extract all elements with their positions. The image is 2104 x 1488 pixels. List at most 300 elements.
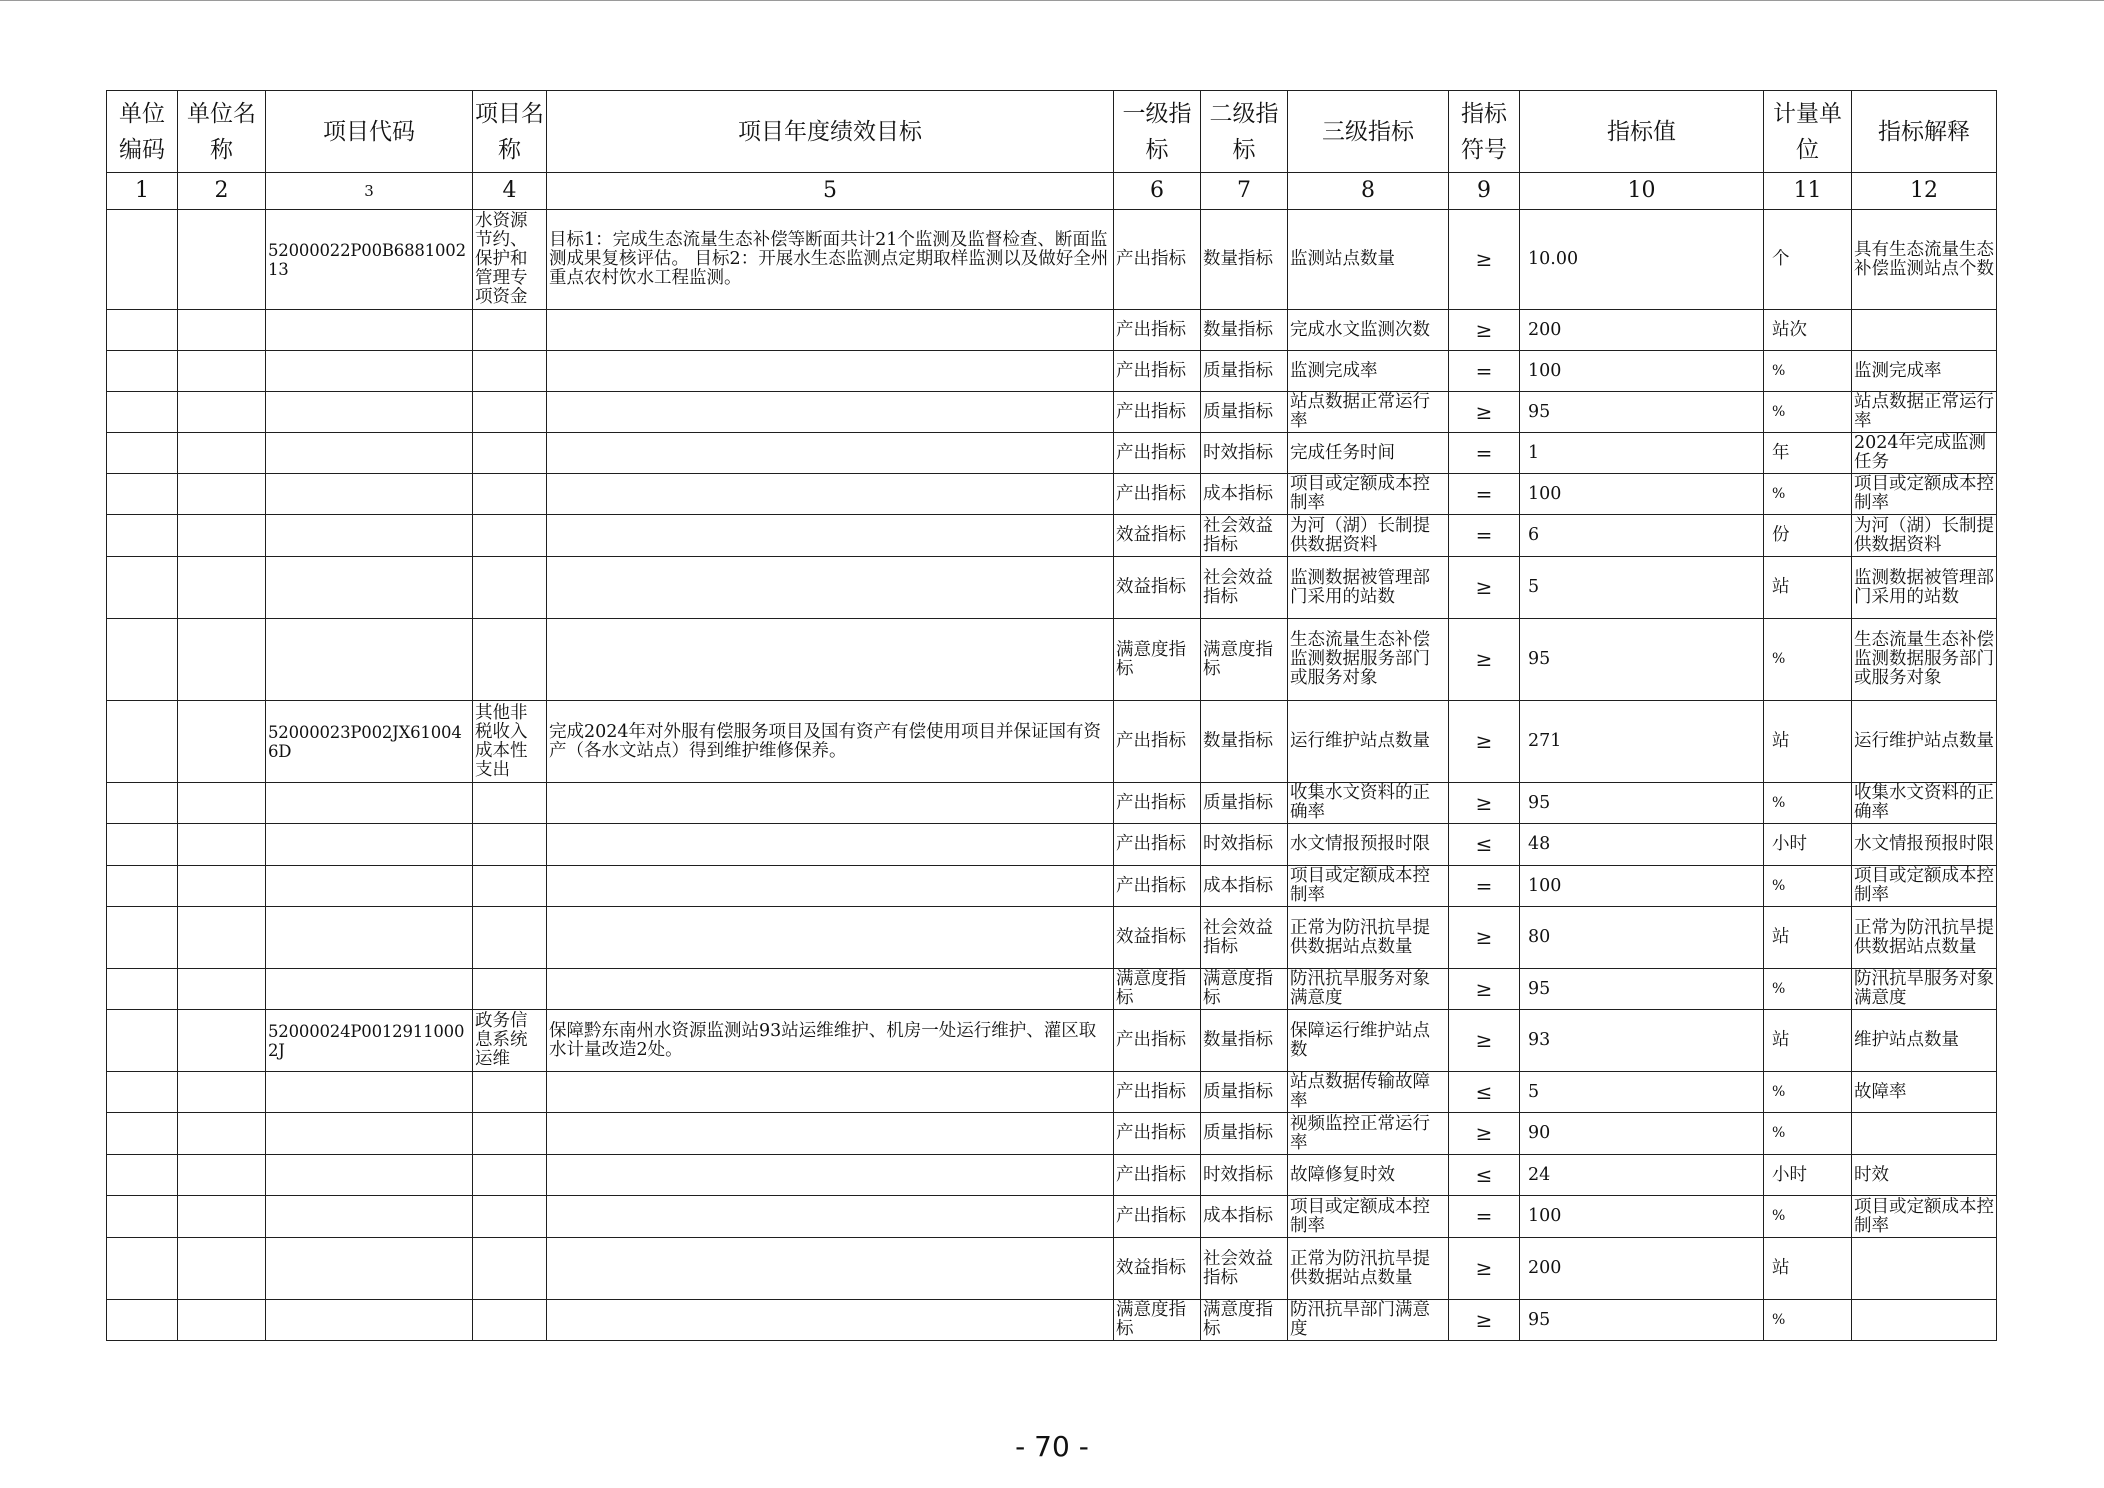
- project-name-cell: [473, 351, 547, 392]
- column-number: 5: [547, 173, 1114, 210]
- unit-name-cell: [178, 969, 266, 1010]
- unit-name-cell: [178, 1113, 266, 1155]
- indicator-symbol-cell: =: [1449, 351, 1520, 392]
- unit-code-cell: [107, 392, 178, 433]
- indicator-value-cell: 93: [1520, 1010, 1764, 1072]
- level2-indicator-cell: 社会效益指标: [1201, 557, 1288, 619]
- header-level3-indicator: 三级指标: [1288, 91, 1449, 173]
- header-row: [107, 91, 1997, 173]
- level1-indicator-cell: 满意度指标: [1114, 969, 1201, 1010]
- level3-indicator-cell: 生态流量生态补偿监测数据服务部门或服务对象: [1288, 619, 1449, 701]
- unit-name-cell: [178, 392, 266, 433]
- level3-indicator-cell: 正常为防汛抗旱提供数据站点数量: [1288, 907, 1449, 969]
- annual-goal-cell: [547, 619, 1114, 701]
- level2-indicator-cell: 数量指标: [1201, 701, 1288, 783]
- header-unit-of-measure: 计量单位: [1764, 91, 1852, 173]
- project-name-cell: [473, 1113, 547, 1155]
- table-row: [107, 1010, 1997, 1072]
- indicator-symbol-cell: ≥: [1449, 1238, 1520, 1300]
- column-number: 1: [107, 173, 178, 210]
- project-code-cell: [266, 1300, 473, 1341]
- unit-code-cell: [107, 557, 178, 619]
- level1-indicator-cell: 产出指标: [1114, 1010, 1201, 1072]
- indicator-note-cell: 收集水文资料的正确率: [1852, 783, 1997, 824]
- project-name-cell: [473, 1072, 547, 1113]
- level3-indicator-cell: 站点数据传输故障率: [1288, 1072, 1449, 1113]
- indicator-note-cell: [1852, 1113, 1997, 1155]
- table-row: [107, 1196, 1997, 1238]
- level3-indicator-cell: 故障修复时效: [1288, 1155, 1449, 1196]
- indicator-symbol-cell: ≥: [1449, 619, 1520, 701]
- indicator-note-cell: [1852, 1238, 1997, 1300]
- indicator-symbol-cell: ≥: [1449, 1010, 1520, 1072]
- indicator-value-cell: 271: [1520, 701, 1764, 783]
- level1-indicator-cell: 产出指标: [1114, 433, 1201, 474]
- indicator-symbol-cell: ≥: [1449, 969, 1520, 1010]
- level2-indicator-cell: 社会效益指标: [1201, 1238, 1288, 1300]
- unit-of-measure-cell: %: [1764, 392, 1852, 433]
- project-code-cell: [266, 310, 473, 351]
- unit-code-cell: [107, 210, 178, 310]
- indicator-value-cell: 5: [1520, 1072, 1764, 1113]
- unit-of-measure-cell: 站: [1764, 557, 1852, 619]
- level1-indicator-cell: 产出指标: [1114, 210, 1201, 310]
- level1-indicator-cell: 产出指标: [1114, 474, 1201, 515]
- project-code-cell: [266, 907, 473, 969]
- annual-goal-cell: [547, 783, 1114, 824]
- indicator-value-cell: 6: [1520, 515, 1764, 557]
- indicator-symbol-cell: ≥: [1449, 907, 1520, 969]
- indicator-symbol-cell: =: [1449, 433, 1520, 474]
- annual-goal-cell: 目标1：完成生态流量生态补偿等断面共计21个监测及监督检查、断面监测成果复核评估。 目标2：开展水生态监测点定期取样监测以及做好全州重点农村饮水工程监测。: [547, 210, 1114, 310]
- column-number: 11: [1764, 173, 1852, 210]
- unit-of-measure-cell: 个: [1764, 210, 1852, 310]
- indicator-symbol-cell: ≥: [1449, 783, 1520, 824]
- project-name-cell: 政务信息系统运维: [473, 1010, 547, 1072]
- indicator-value-cell: 95: [1520, 783, 1764, 824]
- table-row: [107, 210, 1997, 310]
- indicator-value-cell: 100: [1520, 1196, 1764, 1238]
- indicator-value-cell: 90: [1520, 1113, 1764, 1155]
- unit-code-cell: [107, 310, 178, 351]
- indicator-note-cell: [1852, 1300, 1997, 1341]
- table-body: [107, 210, 1997, 1341]
- level2-indicator-cell: 时效指标: [1201, 824, 1288, 866]
- project-code-cell: [266, 474, 473, 515]
- level2-indicator-cell: 时效指标: [1201, 433, 1288, 474]
- project-name-cell: [473, 783, 547, 824]
- annual-goal-cell: 保障黔东南州水资源监测站93站运维维护、机房一处运行维护、灌区取水计量改造2处。: [547, 1010, 1114, 1072]
- top-border-line: [0, 0, 2104, 1]
- project-code-cell: [266, 783, 473, 824]
- unit-code-cell: [107, 1072, 178, 1113]
- level1-indicator-cell: 产出指标: [1114, 866, 1201, 907]
- indicator-note-cell: 监测数据被管理部门采用的站数: [1852, 557, 1997, 619]
- header-unit-name: 单位名称: [178, 91, 266, 173]
- level1-indicator-cell: 产出指标: [1114, 351, 1201, 392]
- project-name-cell: [473, 969, 547, 1010]
- indicator-note-cell: [1852, 310, 1997, 351]
- annual-goal-cell: [547, 1155, 1114, 1196]
- indicator-value-cell: 48: [1520, 824, 1764, 866]
- unit-of-measure-cell: 站: [1764, 1238, 1852, 1300]
- project-name-cell: [473, 515, 547, 557]
- project-name-cell: [473, 907, 547, 969]
- unit-of-measure-cell: 小时: [1764, 824, 1852, 866]
- project-name-cell: [473, 866, 547, 907]
- project-code-cell: [266, 351, 473, 392]
- level3-indicator-cell: 为河（湖）长制提供数据资料: [1288, 515, 1449, 557]
- unit-of-measure-cell: %: [1764, 969, 1852, 1010]
- annual-goal-cell: [547, 824, 1114, 866]
- level3-indicator-cell: 水文情报预报时限: [1288, 824, 1449, 866]
- table-row: [107, 783, 1997, 824]
- unit-code-cell: [107, 824, 178, 866]
- indicator-note-cell: 具有生态流量生态补偿监测站点个数: [1852, 210, 1997, 310]
- indicator-symbol-cell: ≥: [1449, 701, 1520, 783]
- unit-name-cell: [178, 1196, 266, 1238]
- indicator-value-cell: 5: [1520, 557, 1764, 619]
- indicator-note-cell: 维护站点数量: [1852, 1010, 1997, 1072]
- unit-code-cell: [107, 433, 178, 474]
- unit-of-measure-cell: %: [1764, 1113, 1852, 1155]
- level3-indicator-cell: 保障运行维护站点数: [1288, 1010, 1449, 1072]
- project-name-cell: [473, 1238, 547, 1300]
- column-number: 9: [1449, 173, 1520, 210]
- annual-goal-cell: [547, 392, 1114, 433]
- level3-indicator-cell: 监测站点数量: [1288, 210, 1449, 310]
- unit-of-measure-cell: %: [1764, 351, 1852, 392]
- unit-of-measure-cell: %: [1764, 1196, 1852, 1238]
- annual-goal-cell: [547, 907, 1114, 969]
- project-code-cell: 52000023P002JX610046D: [266, 701, 473, 783]
- table-row: [107, 619, 1997, 701]
- table-row: [107, 824, 1997, 866]
- unit-of-measure-cell: 站次: [1764, 310, 1852, 351]
- level3-indicator-cell: 防汛抗旱服务对象满意度: [1288, 969, 1449, 1010]
- indicator-value-cell: 95: [1520, 1300, 1764, 1341]
- level3-indicator-cell: 项目或定额成本控制率: [1288, 474, 1449, 515]
- table-row: [107, 310, 1997, 351]
- unit-code-cell: [107, 1238, 178, 1300]
- level1-indicator-cell: 产出指标: [1114, 1113, 1201, 1155]
- level2-indicator-cell: 质量指标: [1201, 1072, 1288, 1113]
- project-name-cell: [473, 1196, 547, 1238]
- unit-name-cell: [178, 783, 266, 824]
- indicator-value-cell: 95: [1520, 619, 1764, 701]
- indicator-value-cell: 80: [1520, 907, 1764, 969]
- indicator-note-cell: 运行维护站点数量: [1852, 701, 1997, 783]
- unit-of-measure-cell: %: [1764, 474, 1852, 515]
- unit-name-cell: [178, 824, 266, 866]
- table-row: [107, 866, 1997, 907]
- unit-name-cell: [178, 1010, 266, 1072]
- unit-name-cell: [178, 1238, 266, 1300]
- project-name-cell: [473, 557, 547, 619]
- column-number: 2: [178, 173, 266, 210]
- indicator-note-cell: 站点数据正常运行率: [1852, 392, 1997, 433]
- unit-of-measure-cell: %: [1764, 1072, 1852, 1113]
- unit-name-cell: [178, 866, 266, 907]
- column-number: 6: [1114, 173, 1201, 210]
- unit-name-cell: [178, 515, 266, 557]
- project-code-cell: 52000024P00129110002J: [266, 1010, 473, 1072]
- table-row: [107, 1238, 1997, 1300]
- unit-name-cell: [178, 433, 266, 474]
- project-code-cell: [266, 515, 473, 557]
- level2-indicator-cell: 社会效益指标: [1201, 907, 1288, 969]
- level3-indicator-cell: 运行维护站点数量: [1288, 701, 1449, 783]
- indicator-note-cell: 为河（湖）长制提供数据资料: [1852, 515, 1997, 557]
- header-unit-code: 单位编码: [107, 91, 178, 173]
- indicator-symbol-cell: ≤: [1449, 1072, 1520, 1113]
- level3-indicator-cell: 完成水文监测次数: [1288, 310, 1449, 351]
- project-name-cell: [473, 1300, 547, 1341]
- unit-of-measure-cell: %: [1764, 866, 1852, 907]
- indicator-note-cell: 水文情报预报时限: [1852, 824, 1997, 866]
- project-code-cell: [266, 1113, 473, 1155]
- indicator-value-cell: 100: [1520, 351, 1764, 392]
- unit-name-cell: [178, 1155, 266, 1196]
- level1-indicator-cell: 产出指标: [1114, 1155, 1201, 1196]
- column-number: 4: [473, 173, 547, 210]
- unit-of-measure-cell: %: [1764, 1300, 1852, 1341]
- level1-indicator-cell: 效益指标: [1114, 557, 1201, 619]
- annual-goal-cell: 完成2024年对外服有偿服务项目及国有资产有偿使用项目并保证国有资产（各水文站点）得到维护维修保养。: [547, 701, 1114, 783]
- unit-name-cell: [178, 210, 266, 310]
- header-annual-goal: 项目年度绩效目标: [547, 91, 1114, 173]
- column-number: 7: [1201, 173, 1288, 210]
- unit-name-cell: [178, 907, 266, 969]
- annual-goal-cell: [547, 557, 1114, 619]
- level1-indicator-cell: 效益指标: [1114, 1238, 1201, 1300]
- indicator-value-cell: 1: [1520, 433, 1764, 474]
- level3-indicator-cell: 正常为防汛抗旱提供数据站点数量: [1288, 1238, 1449, 1300]
- unit-code-cell: [107, 351, 178, 392]
- table-row: [107, 969, 1997, 1010]
- level1-indicator-cell: 产出指标: [1114, 392, 1201, 433]
- indicator-note-cell: 项目或定额成本控制率: [1852, 474, 1997, 515]
- indicator-value-cell: 24: [1520, 1155, 1764, 1196]
- unit-name-cell: [178, 310, 266, 351]
- indicator-value-cell: 200: [1520, 310, 1764, 351]
- header-project-code: 项目代码: [266, 91, 473, 173]
- indicator-symbol-cell: ≥: [1449, 1113, 1520, 1155]
- indicator-symbol-cell: ≥: [1449, 210, 1520, 310]
- unit-code-cell: [107, 969, 178, 1010]
- level2-indicator-cell: 质量指标: [1201, 351, 1288, 392]
- project-name-cell: [473, 433, 547, 474]
- column-number: 3: [266, 173, 473, 210]
- indicator-note-cell: 故障率: [1852, 1072, 1997, 1113]
- annual-goal-cell: [547, 1196, 1114, 1238]
- column-number: 8: [1288, 173, 1449, 210]
- page-number: - 70 -: [1015, 1430, 1089, 1463]
- column-number-row: [107, 173, 1997, 210]
- level1-indicator-cell: 产出指标: [1114, 310, 1201, 351]
- level3-indicator-cell: 监测数据被管理部门采用的站数: [1288, 557, 1449, 619]
- unit-code-cell: [107, 783, 178, 824]
- indicator-symbol-cell: ≥: [1449, 392, 1520, 433]
- unit-name-cell: [178, 1072, 266, 1113]
- header-project-name: 项目名称: [473, 91, 547, 173]
- annual-goal-cell: [547, 433, 1114, 474]
- level2-indicator-cell: 成本指标: [1201, 866, 1288, 907]
- project-code-cell: [266, 1238, 473, 1300]
- level3-indicator-cell: 完成任务时间: [1288, 433, 1449, 474]
- level3-indicator-cell: 视频监控正常运行率: [1288, 1113, 1449, 1155]
- level2-indicator-cell: 满意度指标: [1201, 1300, 1288, 1341]
- indicator-symbol-cell: ≥: [1449, 557, 1520, 619]
- indicator-symbol-cell: ≥: [1449, 1300, 1520, 1341]
- table-row: [107, 1072, 1997, 1113]
- unit-of-measure-cell: %: [1764, 783, 1852, 824]
- indicator-symbol-cell: =: [1449, 474, 1520, 515]
- table-row: [107, 557, 1997, 619]
- table-row: [107, 1155, 1997, 1196]
- indicator-value-cell: 100: [1520, 474, 1764, 515]
- level3-indicator-cell: 收集水文资料的正确率: [1288, 783, 1449, 824]
- annual-goal-cell: [547, 1300, 1114, 1341]
- column-number: 12: [1852, 173, 1997, 210]
- project-code-cell: 52000022P00B688100213: [266, 210, 473, 310]
- header-indicator-symbol: 指标符号: [1449, 91, 1520, 173]
- indicator-note-cell: 项目或定额成本控制率: [1852, 1196, 1997, 1238]
- project-name-cell: [473, 1155, 547, 1196]
- table-row: [107, 1113, 1997, 1155]
- project-code-cell: [266, 1072, 473, 1113]
- indicator-value-cell: 95: [1520, 392, 1764, 433]
- unit-code-cell: [107, 701, 178, 783]
- unit-code-cell: [107, 1113, 178, 1155]
- level2-indicator-cell: 成本指标: [1201, 1196, 1288, 1238]
- project-code-cell: [266, 1155, 473, 1196]
- project-code-cell: [266, 824, 473, 866]
- unit-code-cell: [107, 1196, 178, 1238]
- project-code-cell: [266, 392, 473, 433]
- indicator-symbol-cell: =: [1449, 515, 1520, 557]
- indicator-value-cell: 200: [1520, 1238, 1764, 1300]
- indicator-symbol-cell: ≤: [1449, 824, 1520, 866]
- indicator-value-cell: 10.00: [1520, 210, 1764, 310]
- project-name-cell: [473, 619, 547, 701]
- indicator-note-cell: 监测完成率: [1852, 351, 1997, 392]
- unit-code-cell: [107, 907, 178, 969]
- project-code-cell: [266, 1196, 473, 1238]
- project-name-cell: 水资源节约、保护和管理专项资金: [473, 210, 547, 310]
- unit-of-measure-cell: 站: [1764, 1010, 1852, 1072]
- annual-goal-cell: [547, 1238, 1114, 1300]
- project-name-cell: [473, 824, 547, 866]
- indicator-symbol-cell: =: [1449, 1196, 1520, 1238]
- indicator-note-cell: 项目或定额成本控制率: [1852, 866, 1997, 907]
- annual-goal-cell: [547, 474, 1114, 515]
- column-number: 10: [1520, 173, 1764, 210]
- indicator-note-cell: 时效: [1852, 1155, 1997, 1196]
- level1-indicator-cell: 效益指标: [1114, 515, 1201, 557]
- indicator-note-cell: 防汛抗旱服务对象满意度: [1852, 969, 1997, 1010]
- level2-indicator-cell: 数量指标: [1201, 310, 1288, 351]
- annual-goal-cell: [547, 866, 1114, 907]
- indicator-symbol-cell: =: [1449, 866, 1520, 907]
- unit-name-cell: [178, 474, 266, 515]
- level2-indicator-cell: 质量指标: [1201, 783, 1288, 824]
- annual-goal-cell: [547, 969, 1114, 1010]
- level1-indicator-cell: 产出指标: [1114, 1196, 1201, 1238]
- project-code-cell: [266, 866, 473, 907]
- level3-indicator-cell: 监测完成率: [1288, 351, 1449, 392]
- level2-indicator-cell: 满意度指标: [1201, 969, 1288, 1010]
- unit-name-cell: [178, 351, 266, 392]
- annual-goal-cell: [547, 351, 1114, 392]
- table-row: [107, 351, 1997, 392]
- annual-goal-cell: [547, 1113, 1114, 1155]
- unit-of-measure-cell: 份: [1764, 515, 1852, 557]
- project-name-cell: [473, 474, 547, 515]
- unit-code-cell: [107, 1300, 178, 1341]
- level1-indicator-cell: 满意度指标: [1114, 1300, 1201, 1341]
- project-code-cell: [266, 433, 473, 474]
- unit-of-measure-cell: 小时: [1764, 1155, 1852, 1196]
- unit-of-measure-cell: 年: [1764, 433, 1852, 474]
- indicator-symbol-cell: ≤: [1449, 1155, 1520, 1196]
- level2-indicator-cell: 成本指标: [1201, 474, 1288, 515]
- project-code-cell: [266, 557, 473, 619]
- level2-indicator-cell: 质量指标: [1201, 1113, 1288, 1155]
- unit-name-cell: [178, 1300, 266, 1341]
- table-row: [107, 515, 1997, 557]
- level3-indicator-cell: 项目或定额成本控制率: [1288, 866, 1449, 907]
- table-row: [107, 907, 1997, 969]
- indicator-value-cell: 95: [1520, 969, 1764, 1010]
- annual-goal-cell: [547, 310, 1114, 351]
- level2-indicator-cell: 满意度指标: [1201, 619, 1288, 701]
- unit-code-cell: [107, 619, 178, 701]
- performance-goals-table: [106, 90, 1997, 1341]
- level1-indicator-cell: 满意度指标: [1114, 619, 1201, 701]
- level2-indicator-cell: 数量指标: [1201, 210, 1288, 310]
- unit-code-cell: [107, 1010, 178, 1072]
- level2-indicator-cell: 质量指标: [1201, 392, 1288, 433]
- unit-name-cell: [178, 701, 266, 783]
- table-row: [107, 433, 1997, 474]
- level2-indicator-cell: 时效指标: [1201, 1155, 1288, 1196]
- indicator-value-cell: 100: [1520, 866, 1764, 907]
- header-indicator-value: 指标值: [1520, 91, 1764, 173]
- level1-indicator-cell: 产出指标: [1114, 824, 1201, 866]
- project-code-cell: [266, 619, 473, 701]
- table-row: [107, 474, 1997, 515]
- project-name-cell: 其他非税收入成本性支出: [473, 701, 547, 783]
- annual-goal-cell: [547, 515, 1114, 557]
- unit-name-cell: [178, 619, 266, 701]
- project-name-cell: [473, 392, 547, 433]
- unit-name-cell: [178, 557, 266, 619]
- unit-of-measure-cell: 站: [1764, 907, 1852, 969]
- performance-table-sheet: [106, 90, 1996, 1341]
- table-row: [107, 392, 1997, 433]
- table-row: [107, 701, 1997, 783]
- indicator-note-cell: 2024年完成监测任务: [1852, 433, 1997, 474]
- project-name-cell: [473, 310, 547, 351]
- project-code-cell: [266, 969, 473, 1010]
- level1-indicator-cell: 产出指标: [1114, 701, 1201, 783]
- indicator-note-cell: 生态流量生态补偿监测数据服务部门或服务对象: [1852, 619, 1997, 701]
- level1-indicator-cell: 效益指标: [1114, 907, 1201, 969]
- unit-code-cell: [107, 515, 178, 557]
- unit-of-measure-cell: %: [1764, 619, 1852, 701]
- level1-indicator-cell: 产出指标: [1114, 1072, 1201, 1113]
